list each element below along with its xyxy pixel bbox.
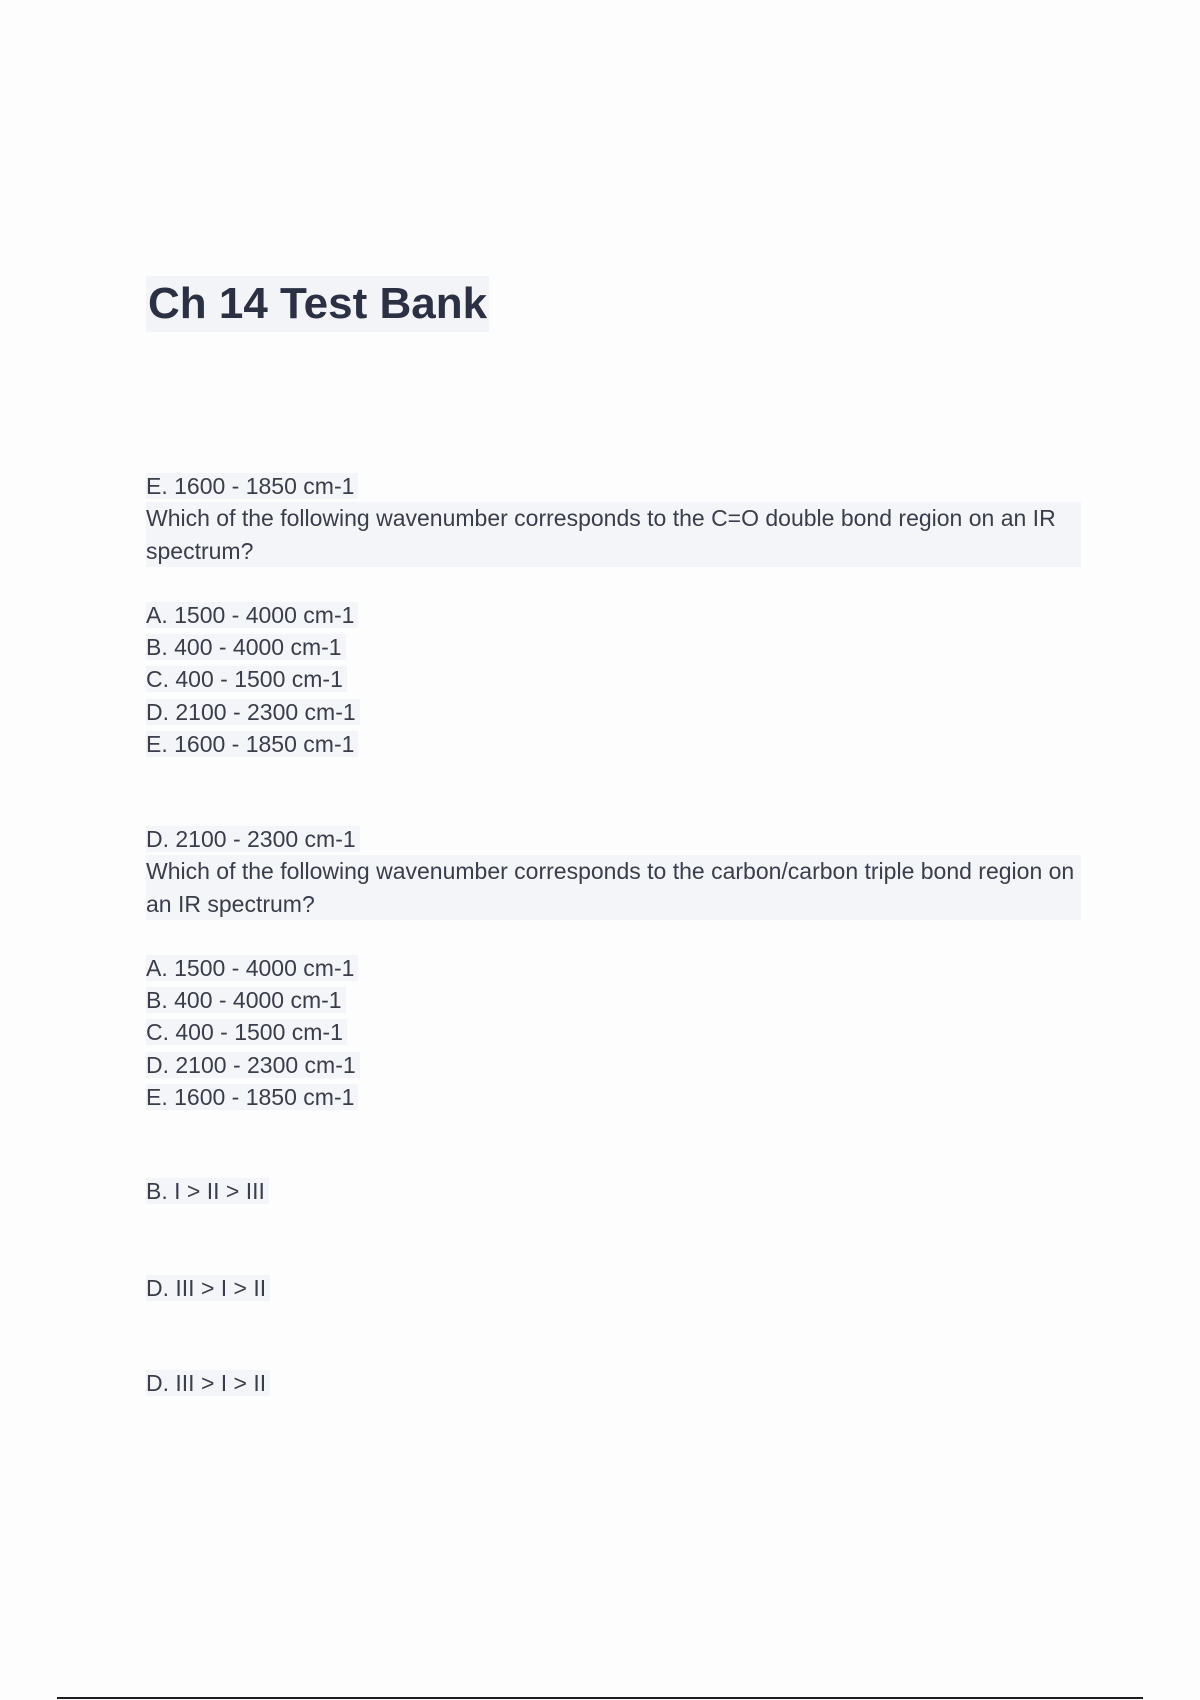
answer-text: E. 1600 - 1850 cm-1	[146, 473, 358, 499]
option-d: D. 2100 - 2300 cm-1	[146, 1052, 360, 1078]
question-text: Which of the following wavenumber corresponds to the carbon/carbon triple bond region on an IR spectrum?	[146, 855, 1081, 920]
question-text: Which of the following wavenumber corresponds to the C=O double bond region on an IR spectrum?	[146, 502, 1081, 567]
option-e: E. 1600 - 1850 cm-1	[146, 1084, 358, 1110]
option-b: B. 400 - 4000 cm-1	[146, 634, 346, 660]
answer-text: D. III > I > II	[146, 1275, 270, 1301]
answer-card-3	[146, 1175, 1096, 1207]
option-a: A. 1500 - 4000 cm-1	[146, 602, 358, 628]
answer-text: B. I > II > III	[146, 1178, 269, 1204]
answer-card-5	[146, 1367, 1096, 1399]
option-c: C. 400 - 1500 cm-1	[146, 666, 347, 692]
page-title: Ch 14 Test Bank	[146, 276, 489, 332]
question-card-1	[146, 470, 1096, 760]
option-a: A. 1500 - 4000 cm-1	[146, 955, 358, 981]
question-card-2	[146, 823, 1096, 1113]
option-c: C. 400 - 1500 cm-1	[146, 1019, 347, 1045]
answer-text: D. 2100 - 2300 cm-1	[146, 826, 360, 852]
option-d: D. 2100 - 2300 cm-1	[146, 699, 360, 725]
option-b: B. 400 - 4000 cm-1	[146, 987, 346, 1013]
answer-text: D. III > I > II	[146, 1370, 270, 1396]
bottom-divider	[57, 1697, 1143, 1699]
answer-card-4	[146, 1272, 1096, 1304]
option-e: E. 1600 - 1850 cm-1	[146, 731, 358, 757]
